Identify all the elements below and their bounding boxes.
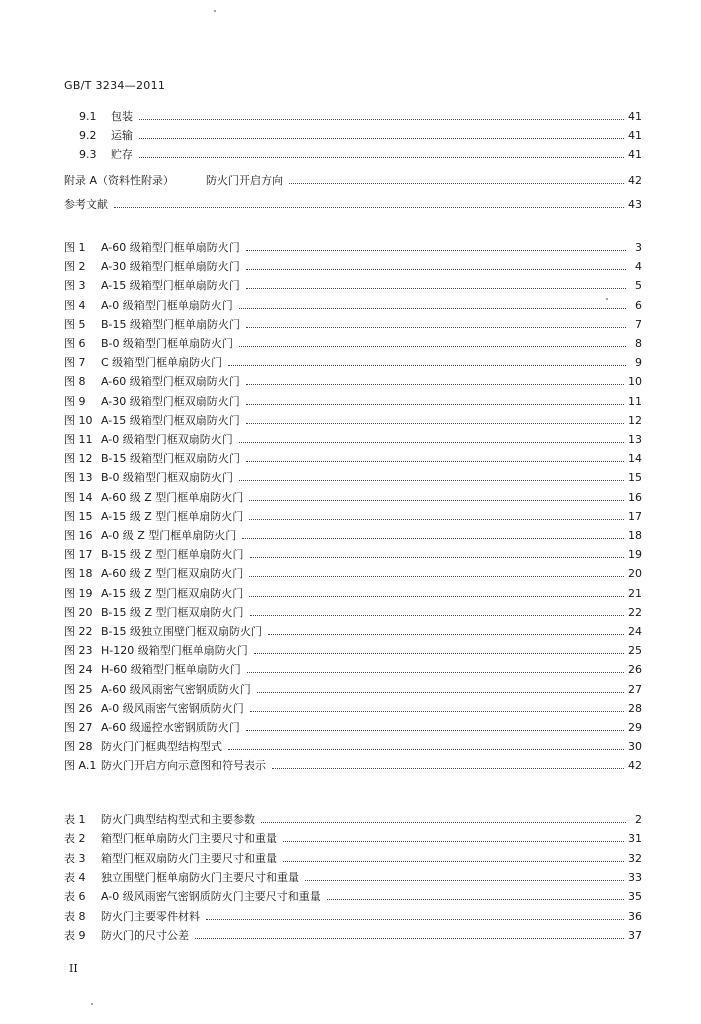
figure-entry-number: 图 20 bbox=[64, 605, 93, 619]
dot-leader bbox=[206, 909, 624, 920]
figure-entry-page: 27 bbox=[628, 682, 642, 696]
dot-leader bbox=[283, 831, 624, 842]
figure-entry bbox=[64, 720, 642, 736]
figure-entry bbox=[64, 336, 642, 352]
dot-leader bbox=[246, 394, 624, 405]
table-entry-page: 37 bbox=[628, 928, 642, 942]
figure-entry-title: B-15 级独立围壁门框双扇防火门 bbox=[101, 625, 263, 638]
figure-entry-title: B-0 级箱型门框单扇防火门 bbox=[101, 337, 234, 350]
dot-leader bbox=[139, 109, 624, 120]
dot-leader bbox=[254, 643, 624, 654]
dot-leader bbox=[246, 317, 626, 328]
dot-leader bbox=[250, 701, 624, 712]
dot-leader bbox=[239, 336, 626, 347]
dot-leader bbox=[249, 586, 624, 597]
table-entry-title: 防火门主要零件材料 bbox=[101, 909, 200, 923]
figure-entry-number: 图 25 bbox=[64, 682, 93, 696]
figure-entry bbox=[64, 509, 642, 525]
figure-entry-title: A-15 级 Z 型门框单扇防火门 bbox=[101, 509, 244, 523]
figure-entry bbox=[64, 490, 642, 506]
figure-entry-title: A-15 级 Z 型门框双扇防火门 bbox=[101, 586, 244, 600]
figure-entry-number: 图 17 bbox=[64, 548, 93, 562]
figure-entry-number: 图 19 bbox=[64, 586, 93, 600]
table-entry bbox=[64, 831, 642, 847]
figure-entry-page: 17 bbox=[628, 509, 642, 523]
table-entry-title: 独立围壁门框单扇防火门主要尺寸和重量 bbox=[101, 870, 299, 884]
figure-entry-number: 图 18 bbox=[64, 567, 93, 581]
figure-entry bbox=[64, 413, 642, 429]
figure-entry-title: 防火门门框典型结构型式 bbox=[101, 740, 222, 754]
table-entry-page: 33 bbox=[628, 870, 642, 884]
figure-entry-page: 13 bbox=[628, 433, 642, 446]
figure-entry-page: 25 bbox=[628, 644, 642, 658]
figure-entry-number: 图 1 bbox=[64, 241, 86, 254]
figure-entry-page: 30 bbox=[628, 740, 642, 754]
figure-entry-number: 图 2 bbox=[64, 260, 86, 274]
section-entry-page: 41 bbox=[628, 129, 642, 142]
figure-entry-number: 图 15 bbox=[64, 509, 93, 523]
table-entry-number: 表 4 bbox=[64, 870, 86, 884]
dot-leader bbox=[257, 682, 624, 693]
table-entry-title: 箱型门框双扇防火门主要尺寸和重量 bbox=[101, 851, 277, 865]
figure-entry-page: 11 bbox=[628, 394, 642, 408]
figure-entry-number: 图 7 bbox=[64, 356, 86, 370]
page-number: II bbox=[69, 962, 78, 975]
figure-entry-title: B-15 级 Z 型门框双扇防火门 bbox=[101, 605, 244, 619]
figure-entry-title: B-0 级箱型门框双扇防火门 bbox=[101, 471, 234, 485]
figure-entry bbox=[64, 662, 642, 678]
figure-entry bbox=[64, 470, 642, 486]
figure-entry-number: 图 A.1 bbox=[64, 759, 97, 773]
figure-entry-page: 8 bbox=[635, 337, 642, 350]
table-entry-title: 防火门典型结构型式和主要参数 bbox=[101, 813, 255, 826]
figure-entry-page: 4 bbox=[635, 260, 642, 274]
figure-entry-title: A-0 级箱型门框单扇防火门 bbox=[101, 298, 233, 312]
section-entry-title: 贮存 bbox=[111, 148, 133, 161]
section-entry-number: 9.3 bbox=[79, 148, 97, 161]
figure-entry-number: 图 8 bbox=[64, 375, 86, 389]
dot-leader bbox=[261, 812, 626, 823]
figure-entry-title: A-15 级箱型门框双扇防火门 bbox=[101, 413, 240, 427]
dot-leader bbox=[239, 470, 624, 481]
figure-entry-page: 19 bbox=[628, 548, 642, 562]
dot-leader bbox=[249, 566, 624, 577]
section-entry-title: 包装 bbox=[111, 110, 133, 123]
dot-leader bbox=[272, 758, 624, 769]
figure-entry-number: 图 5 bbox=[64, 317, 86, 331]
figure-entry bbox=[64, 547, 642, 563]
figure-entry-title: 防火门开启方向示意图和符号表示 bbox=[101, 759, 266, 773]
figure-entry bbox=[64, 259, 642, 275]
dot-leader bbox=[305, 870, 624, 881]
figure-entry-title: A-60 级风雨密气密钢质防火门 bbox=[101, 682, 251, 696]
section-entry bbox=[79, 128, 642, 144]
figure-entry-title: B-15 级箱型门框双扇防火门 bbox=[101, 452, 241, 466]
figure-entry bbox=[64, 278, 642, 294]
dot-leader bbox=[250, 605, 624, 616]
figure-entry-number: 图 22 bbox=[64, 625, 93, 638]
scan-speck bbox=[91, 1003, 93, 1005]
dot-leader bbox=[289, 173, 624, 184]
dot-leader bbox=[246, 413, 624, 424]
figure-entry-title: A-60 级箱型门框双扇防火门 bbox=[101, 375, 240, 389]
figure-entry-title: A-15 级箱型门框单扇防火门 bbox=[101, 279, 240, 293]
figure-entry-number: 图 11 bbox=[64, 433, 93, 446]
section-entry-title: 运输 bbox=[111, 129, 133, 142]
figure-entry bbox=[64, 758, 642, 774]
figure-entry bbox=[64, 682, 642, 698]
figure-entry-page: 10 bbox=[628, 375, 642, 389]
figure-entry-title: A-0 级 Z 型门框单扇防火门 bbox=[101, 529, 237, 542]
figure-entry-page: 26 bbox=[628, 663, 642, 677]
dot-leader bbox=[239, 432, 624, 443]
figure-entry-page: 7 bbox=[635, 317, 642, 331]
table-entry-page: 36 bbox=[628, 909, 642, 923]
figure-entry-number: 图 24 bbox=[64, 663, 93, 677]
figure-entry-page: 21 bbox=[628, 586, 642, 600]
section-entry-page: 41 bbox=[628, 148, 642, 161]
table-entry bbox=[64, 870, 642, 886]
dot-leader bbox=[283, 851, 624, 862]
figure-entry-title: H-120 级箱型门框单扇防火门 bbox=[101, 644, 248, 658]
figure-entry bbox=[64, 701, 642, 717]
section-entry bbox=[64, 197, 642, 213]
table-entry-page: 35 bbox=[628, 890, 642, 904]
section-entry bbox=[79, 147, 642, 163]
figure-entry bbox=[64, 374, 642, 390]
figure-entry-page: 20 bbox=[628, 567, 642, 581]
figure-entry bbox=[64, 394, 642, 410]
table-entry-number: 表 8 bbox=[64, 909, 86, 923]
figure-entry bbox=[64, 355, 642, 371]
section-entry-number: 附录 A（资料性附录） bbox=[64, 174, 175, 187]
dot-leader bbox=[246, 240, 626, 251]
figure-entry bbox=[64, 240, 642, 256]
figure-entry-page: 28 bbox=[628, 701, 642, 715]
figure-entry-number: 图 13 bbox=[64, 471, 93, 485]
figure-entry-number: 图 3 bbox=[64, 279, 86, 293]
figure-entry-number: 图 23 bbox=[64, 644, 93, 658]
figure-entry-title: A-60 级箱型门框单扇防火门 bbox=[101, 241, 240, 254]
figure-entry bbox=[64, 432, 642, 448]
dot-leader bbox=[246, 259, 626, 270]
section-entry-number: 9.2 bbox=[79, 129, 97, 142]
figure-entry-number: 图 26 bbox=[64, 701, 93, 715]
section-entry-page: 43 bbox=[628, 198, 642, 211]
figure-entry-page: 3 bbox=[635, 241, 642, 254]
figure-entry bbox=[64, 528, 642, 544]
figure-entry-title: H-60 级箱型门框单扇防火门 bbox=[101, 663, 241, 677]
dot-leader bbox=[249, 490, 624, 501]
figure-entry-number: 图 4 bbox=[64, 298, 86, 312]
figure-entry-title: A-60 级 Z 型门框单扇防火门 bbox=[101, 490, 244, 504]
table-entry-number: 表 3 bbox=[64, 851, 86, 865]
section-entry-page: 41 bbox=[628, 110, 642, 123]
figure-entry-title: B-15 级箱型门框单扇防火门 bbox=[101, 317, 241, 331]
dot-leader bbox=[195, 928, 624, 939]
table-entry-title: 防火门的尺寸公差 bbox=[101, 928, 189, 942]
figure-entry-page: 15 bbox=[628, 471, 642, 485]
figure-entry bbox=[64, 739, 642, 755]
figure-entry bbox=[64, 586, 642, 602]
figure-entry-page: 16 bbox=[628, 490, 642, 504]
figure-entry-page: 5 bbox=[635, 279, 642, 293]
figure-entry-page: 12 bbox=[628, 413, 642, 427]
dot-leader bbox=[247, 662, 624, 673]
figure-entry bbox=[64, 605, 642, 621]
table-entry-page: 31 bbox=[628, 832, 642, 846]
figure-entry-title: A-60 级遥控水密钢质防火门 bbox=[101, 721, 240, 734]
figure-entry-page: 18 bbox=[628, 529, 642, 542]
figure-entry-title: C 级箱型门框单扇防火门 bbox=[101, 356, 223, 370]
dot-leader bbox=[139, 128, 624, 139]
table-entry-number: 表 1 bbox=[64, 813, 86, 826]
dot-leader bbox=[228, 355, 626, 366]
table-entry-title: 箱型门框单扇防火门主要尺寸和重量 bbox=[101, 832, 277, 846]
figure-entry-title: B-15 级 Z 型门框单扇防火门 bbox=[101, 548, 244, 562]
standard-code: GB/T 3234—2011 bbox=[64, 79, 166, 92]
dot-leader bbox=[268, 624, 624, 635]
section-entry-page: 42 bbox=[628, 174, 642, 187]
figure-entry-title: A-30 级箱型门框单扇防火门 bbox=[101, 260, 240, 274]
dot-leader bbox=[327, 889, 624, 900]
dot-leader bbox=[250, 547, 624, 558]
dot-leader bbox=[246, 451, 624, 462]
table-entry bbox=[64, 889, 642, 905]
figure-entry-title: A-0 级风雨密气密钢质防火门 bbox=[101, 701, 244, 715]
figure-entry bbox=[64, 451, 642, 467]
figure-entry bbox=[64, 624, 642, 640]
figure-entry-number: 图 14 bbox=[64, 490, 93, 504]
table-entry bbox=[64, 928, 642, 944]
dot-leader bbox=[246, 374, 624, 385]
section-entry-number: 9.1 bbox=[79, 110, 97, 123]
dot-leader bbox=[249, 509, 624, 520]
figure-entry bbox=[64, 643, 642, 659]
scan-speck bbox=[214, 10, 216, 12]
scan-speck bbox=[606, 298, 608, 300]
figure-entry-page: 9 bbox=[635, 356, 642, 370]
figure-entry-title: A-0 级箱型门框双扇防火门 bbox=[101, 433, 233, 446]
figure-entry-title: A-30 级箱型门框双扇防火门 bbox=[101, 394, 240, 408]
figure-entry-title: A-60 级 Z 型门框双扇防火门 bbox=[101, 567, 244, 581]
table-entry-page: 2 bbox=[635, 813, 642, 826]
table-entry bbox=[64, 851, 642, 867]
figure-entry-number: 图 27 bbox=[64, 721, 93, 734]
figure-entry-number: 图 12 bbox=[64, 452, 93, 466]
section-entry bbox=[79, 109, 642, 125]
figure-entry-number: 图 16 bbox=[64, 529, 93, 542]
section-entry-title: 防火门开启方向 bbox=[206, 174, 283, 187]
table-entry bbox=[64, 812, 642, 828]
table-entry-number: 表 2 bbox=[64, 832, 86, 846]
dot-leader bbox=[139, 147, 624, 158]
figure-entry-number: 图 10 bbox=[64, 413, 93, 427]
figure-entry-number: 图 6 bbox=[64, 337, 86, 350]
figure-entry bbox=[64, 566, 642, 582]
dot-leader bbox=[246, 278, 626, 289]
figure-entry-page: 24 bbox=[628, 625, 642, 638]
dot-leader bbox=[114, 197, 624, 208]
figure-entry bbox=[64, 298, 642, 314]
dot-leader bbox=[239, 298, 626, 309]
dot-leader bbox=[228, 739, 624, 750]
figure-entry-number: 图 28 bbox=[64, 740, 93, 754]
table-entry-title: A-0 级风雨密气密钢质防火门主要尺寸和重量 bbox=[101, 890, 321, 904]
figure-entry-page: 42 bbox=[628, 759, 642, 773]
table-entry bbox=[64, 909, 642, 925]
figure-entry-page: 22 bbox=[628, 605, 642, 619]
figure-entry-page: 29 bbox=[628, 721, 642, 734]
table-entry-number: 表 6 bbox=[64, 890, 86, 904]
dot-leader bbox=[246, 720, 624, 731]
table-entry-page: 32 bbox=[628, 851, 642, 865]
dot-leader bbox=[242, 528, 624, 539]
section-entry bbox=[64, 173, 642, 189]
section-entry-title: 参考文献 bbox=[64, 198, 108, 211]
figure-entry-number: 图 9 bbox=[64, 394, 86, 408]
figure-entry bbox=[64, 317, 642, 333]
figure-entry-page: 14 bbox=[628, 452, 642, 466]
table-entry-number: 表 9 bbox=[64, 928, 86, 942]
figure-entry-page: 6 bbox=[635, 298, 642, 312]
